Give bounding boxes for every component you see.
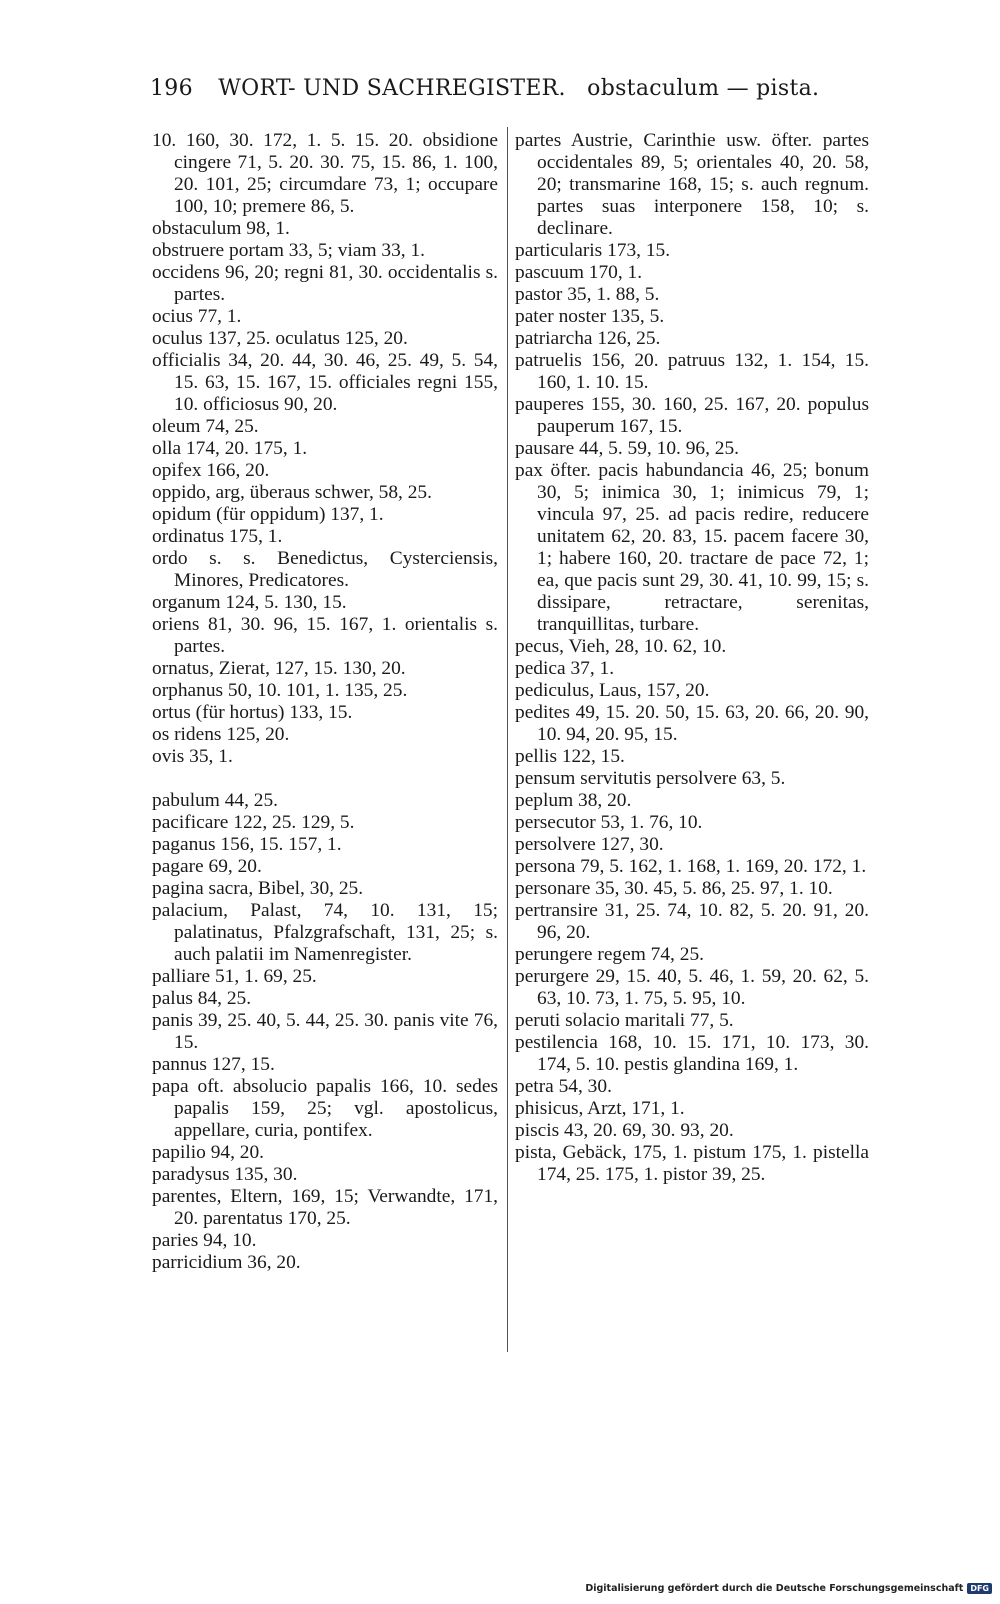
index-entry: pista, Gebäck, 175, 1. pistum 175, 1. pistella 174, 25. 175, 1. pistor 39, 25. bbox=[515, 1142, 869, 1185]
index-entry: occidens 96, 20; regni 81, 30. occidentalis s. partes. bbox=[152, 262, 498, 305]
index-entry: pensum servitutis persolvere 63, 5. bbox=[515, 768, 786, 789]
index-entry: perurgere 29, 15. 40, 5. 46, 1. 59, 20. 62, 5. 63, 10. 73, 1. 75, 5. 95, 10. bbox=[515, 966, 869, 1009]
index-entry: ornatus, Zierat, 127, 15. 130, 20. bbox=[152, 658, 406, 679]
index-entry: peruti solacio maritali 77, 5. bbox=[515, 1010, 734, 1031]
index-entry: palliare 51, 1. 69, 25. bbox=[152, 966, 317, 987]
index-entry: perungere regem 74, 25. bbox=[515, 944, 704, 965]
index-entry: os ridens 125, 20. bbox=[152, 724, 290, 745]
index-entry: papilio 94, 20. bbox=[152, 1142, 265, 1163]
index-entry: pastor 35, 1. 88, 5. bbox=[515, 284, 660, 305]
index-entry: pannus 127, 15. bbox=[152, 1054, 275, 1075]
index-entry: officialis 34, 20. 44, 30. 46, 25. 49, 5. 54, 15. 63, 15. 167, 15. officiales regni 155, 10. officiosus 90, 20. bbox=[152, 350, 498, 415]
index-entry: patruelis 156, 20. patruus 132, 1. 154, 15. 160, 1. 10. 15. bbox=[515, 350, 869, 393]
dfg-logo: DFG bbox=[967, 1583, 992, 1594]
index-entry: paganus 156, 15. 157, 1. bbox=[152, 834, 342, 855]
index-entry: pabulum 44, 25. bbox=[152, 790, 279, 811]
index-entry: opidum (für oppidum) 137, 1. bbox=[152, 504, 384, 525]
page-header bbox=[150, 76, 820, 101]
index-entry: ocius 77, 1. bbox=[152, 306, 242, 327]
index-entry: pascuum 170, 1. bbox=[515, 262, 643, 283]
index-entry: patriarcha 126, 25. bbox=[515, 328, 661, 349]
index-entry: olla 174, 20. 175, 1. bbox=[152, 438, 308, 459]
index-entry: opifex 166, 20. bbox=[152, 460, 270, 481]
index-entry: palacium, Palast, 74, 10. 131, 15; palatinatus, Pfalzgrafschaft, 131, 25; s. auch palatii im Namenregister. bbox=[152, 900, 498, 965]
index-entry: pertransire 31, 25. 74, 10. 82, 5. 20. 91, 20. 96, 20. bbox=[515, 900, 869, 943]
index-entry: partes Austrie, Carinthie usw. öfter. partes occidentales 89, 5; orientales 40, 20. 58, 20; transmarine 168, 15; s. auch regnum. partes suas interponere 158, 10; s. declinare. bbox=[515, 130, 869, 239]
index-entry: oriens 81, 30. 96, 15. 167, 1. orientalis s. partes. bbox=[152, 614, 498, 657]
index-entry: oppido, arg, überaus schwer, 58, 25. bbox=[152, 482, 432, 503]
index-entry: obstruere portam 33, 5; viam 33, 1. bbox=[152, 240, 426, 261]
index-entry: pagare 69, 20. bbox=[152, 856, 262, 877]
index-entry: ordo s. s. Benedictus, Cysterciensis, Minores, Predicatores. bbox=[152, 548, 498, 591]
index-entry: pestilencia 168, 10. 15. 171, 10. 173, 30. 174, 5. 10. pestis glandina 169, 1. bbox=[515, 1032, 869, 1075]
index-entry: persolvere 127, 30. bbox=[515, 834, 664, 855]
index-entry: oleum 74, 25. bbox=[152, 416, 259, 437]
index-entry: particularis 173, 15. bbox=[515, 240, 671, 261]
index-entry: paries 94, 10. bbox=[152, 1230, 257, 1251]
index-entry: ovis 35, 1. bbox=[152, 746, 233, 767]
index-entry: palus 84, 25. bbox=[152, 988, 252, 1009]
index-entry: pagina sacra, Bibel, 30, 25. bbox=[152, 878, 364, 899]
index-entry: panis 39, 25. 40, 5. 44, 25. 30. panis vite 76, 15. bbox=[152, 1010, 498, 1053]
index-entry: pausare 44, 5. 59, 10. 96, 25. bbox=[515, 438, 740, 459]
column-divider bbox=[507, 127, 508, 1352]
index-entry: pedites 49, 15. 20. 50, 15. 63, 20. 66, 20. 90, 10. 94, 20. 95, 15. bbox=[515, 702, 869, 745]
index-entry: pater noster 135, 5. bbox=[515, 306, 665, 327]
entry-range: obstaculum — pista. bbox=[587, 76, 820, 101]
index-entry: oculus 137, 25. oculatus 125, 20. bbox=[152, 328, 408, 349]
index-entry: organum 124, 5. 130, 15. bbox=[152, 592, 347, 613]
index-entry: 10. 160, 30. 172, 1. 5. 15. 20. obsidione cingere 71, 5. 20. 30. 75, 15. 86, 1. 100, 20. 101, 25; circumdare 73, 1; occupare 100, 10; premere 86, 5. bbox=[152, 130, 498, 217]
index-entry: persecutor 53, 1. 76, 10. bbox=[515, 812, 703, 833]
index-column-right bbox=[515, 130, 869, 1186]
index-entry: parricidium 36, 20. bbox=[152, 1252, 301, 1273]
index-entry: ordinatus 175, 1. bbox=[152, 526, 283, 547]
index-entry: pecus, Vieh, 28, 10. 62, 10. bbox=[515, 636, 727, 657]
index-entry: paradysus 135, 30. bbox=[152, 1164, 298, 1185]
index-entry: pacificare 122, 25. 129, 5. bbox=[152, 812, 355, 833]
index-entry: pellis 122, 15. bbox=[515, 746, 625, 767]
index-entry: ortus (für hortus) 133, 15. bbox=[152, 702, 353, 723]
index-entry: phisicus, Arzt, 171, 1. bbox=[515, 1098, 685, 1119]
running-head: WORT- UND SACHREGISTER. bbox=[218, 76, 566, 101]
index-entry: pedica 37, 1. bbox=[515, 658, 615, 679]
index-entry: obstaculum 98, 1. bbox=[152, 218, 290, 239]
index-entry: peplum 38, 20. bbox=[515, 790, 632, 811]
index-entry: piscis 43, 20. 69, 30. 93, 20. bbox=[515, 1120, 734, 1141]
index-entry: parentes, Eltern, 169, 15; Verwandte, 171, 20. parentatus 170, 25. bbox=[152, 1186, 498, 1229]
index-entry: persona 79, 5. 162, 1. 168, 1. 169, 20. 172, 1. bbox=[515, 856, 867, 877]
index-entry: papa oft. absolucio papalis 166, 10. sedes papalis 159, 25; vgl. apostolicus, appellare, curia, pontifex. bbox=[152, 1076, 498, 1141]
footer-text: Digitalisierung gefördert durch die Deutsche Forschungsgemeinschaft bbox=[585, 1583, 964, 1594]
index-column-left bbox=[152, 130, 498, 1274]
index-entry: orphanus 50, 10. 101, 1. 135, 25. bbox=[152, 680, 408, 701]
index-entry: personare 35, 30. 45, 5. 86, 25. 97, 1. 10. bbox=[515, 878, 833, 899]
index-entry: pax öfter. pacis habundancia 46, 25; bonum 30, 5; inimica 30, 1; inimicus 79, 1; vincula 97, 25. ad pacis redire, reducere unitatem 62, 20. 83, 15. pacem facere 30, 1; habere 160, 20. tractare de pace 72, 1; ea, que pacis sunt 29, 30. 41, 10. 99, 15; s. dissipare, retractare, serenitas, tranquillitas, turbare. bbox=[515, 460, 869, 635]
page-number: 196 bbox=[150, 76, 193, 101]
index-entry: petra 54, 30. bbox=[515, 1076, 612, 1097]
digitization-footer bbox=[585, 1583, 992, 1594]
index-entry: pediculus, Laus, 157, 20. bbox=[515, 680, 710, 701]
index-entry: pauperes 155, 30. 160, 25. 167, 20. populus pauperum 167, 15. bbox=[515, 394, 869, 437]
